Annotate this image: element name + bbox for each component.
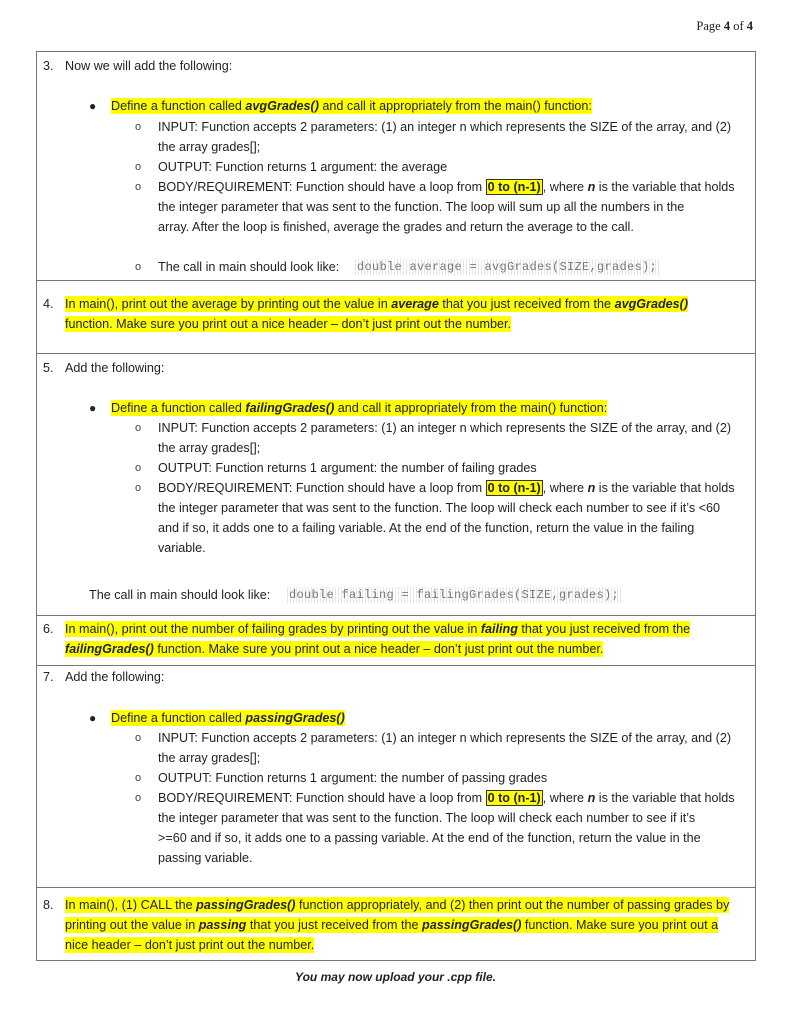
body-line-3: array. After the loop is finished, average the grades and return the average to the call. [158, 220, 634, 234]
bullet-icon: ● [89, 401, 97, 415]
upload-note: You may now upload your .cpp file. [295, 970, 496, 984]
step-6-section [36, 616, 756, 666]
bullet-icon: ● [89, 711, 97, 725]
step-number: 6. [43, 622, 54, 636]
step-number: 7. [43, 670, 54, 684]
input-line-2: the array grades[]; [158, 441, 261, 455]
bullet-icon: ● [89, 99, 97, 113]
step-8-line-3: nice header – don’t just print out the number. [65, 938, 315, 952]
circle-bullet-icon: o [135, 732, 142, 744]
circle-bullet-icon: o [135, 261, 142, 273]
circle-bullet-icon: o [135, 482, 142, 494]
circle-bullet-icon: o [135, 161, 142, 173]
step-intro: Now we will add the following: [65, 59, 233, 73]
step-intro: Add the following: [65, 361, 165, 375]
bullet-define-failing: Define a function called failingGrades() and call it appropriately from the main() function: [111, 401, 608, 415]
body-line-2: the integer parameter that was sent to the function. The loop will check each number to see if it’s [158, 811, 696, 825]
step-4-line-2: function. Make sure you print out a nice header – don’t just print out the number. [65, 317, 511, 331]
bullet-define-avg: Define a function called avgGrades() and call it appropriately from the main() function: [111, 99, 592, 113]
body-line-1: BODY/REQUIREMENT: Function should have a loop from 0 to (n-1) , where n is the variable that holds [158, 180, 735, 194]
body-line-4: variable. [158, 541, 206, 555]
input-line-1: INPUT: Function accepts 2 parameters: (1) an integer n which represents the SIZE of the array, and (2) [158, 421, 732, 435]
body-line-4: passing variable. [158, 851, 253, 865]
input-line-2: the array grades[]; [158, 751, 261, 765]
circle-bullet-icon: o [135, 462, 142, 474]
step-6-line-1: In main(), print out the number of failing grades by printing out the value in failing that you just received from the [65, 622, 691, 636]
circle-bullet-icon: o [135, 772, 142, 784]
call-label: The call in main should look like: [158, 260, 340, 274]
body-line-3: and if so, it adds one to a failing variable. At the end of the function, return the value in the failing [158, 521, 695, 535]
circle-bullet-icon: o [135, 422, 142, 434]
step-7-section [36, 666, 756, 888]
step-number: 4. [43, 297, 54, 311]
circle-bullet-icon: o [135, 792, 142, 804]
body-line-2: the integer parameter that was sent to the function. The loop will check each number to see if it’s <60 [158, 501, 721, 515]
page-number: Page 4 of 4 [696, 19, 753, 33]
call-code: double average = avgGrades(SIZE,grades); [357, 260, 658, 274]
body-line-1: BODY/REQUIREMENT: Function should have a loop from 0 to (n-1) , where n is the variable that holds [158, 791, 735, 805]
output-line: OUTPUT: Function returns 1 argument: the number of passing grades [158, 771, 548, 785]
step-4-section [36, 281, 756, 354]
output-line: OUTPUT: Function returns 1 argument: the average [158, 160, 448, 174]
step-5-section [36, 354, 756, 616]
step-intro: Add the following: [65, 670, 165, 684]
body-line-1: BODY/REQUIREMENT: Function should have a loop from 0 to (n-1) , where n is the variable that holds [158, 481, 735, 495]
call-label: The call in main should look like: [89, 588, 271, 602]
input-line-1: INPUT: Function accepts 2 parameters: (1) an integer n which represents the SIZE of the array, and (2) [158, 120, 732, 134]
step-number: 8. [43, 898, 54, 912]
body-line-3: >=60 and if so, it adds one to a passing variable. At the end of the function, return the value in the [158, 831, 701, 845]
output-line: OUTPUT: Function returns 1 argument: the number of failing grades [158, 461, 537, 475]
circle-bullet-icon: o [135, 181, 142, 193]
body-line-2: the integer parameter that was sent to the function. The loop will sum up all the numbers in the [158, 200, 685, 214]
step-8-line-2: printing out the value in passing that you just received from the passingGrades() function. Make sure you print out a [65, 918, 719, 932]
step-number: 5. [43, 361, 54, 375]
call-code: double failing = failingGrades(SIZE,grades); [289, 588, 620, 602]
circle-bullet-icon: o [135, 121, 142, 133]
step-3-section [36, 51, 756, 281]
step-6-line-2: failingGrades() function. Make sure you print out a nice header – don’t just print out the number. [65, 642, 604, 656]
step-number: 3. [43, 59, 54, 73]
bullet-define-passing: Define a function called passingGrades() [111, 711, 345, 725]
step-8-section [36, 888, 756, 961]
input-line-2: the array grades[]; [158, 140, 261, 154]
step-4-line-1: In main(), print out the average by printing out the value in average that you just received from the avgGrades() [65, 297, 689, 311]
step-8-line-1: In main(), (1) CALL the passingGrades() function appropriately, and (2) then print out the number of passing grades by [65, 898, 730, 912]
input-line-1: INPUT: Function accepts 2 parameters: (1) an integer n which represents the SIZE of the array, and (2) [158, 731, 732, 745]
